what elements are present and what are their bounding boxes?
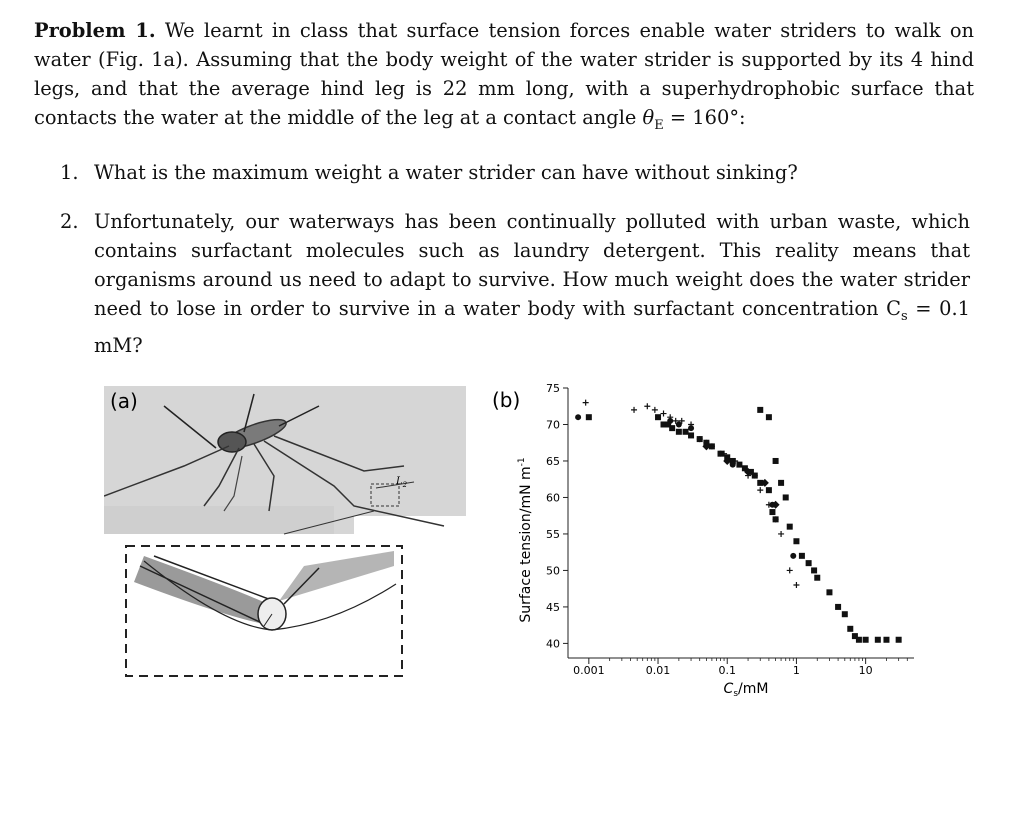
data-point-square bbox=[847, 626, 853, 632]
data-point-plus bbox=[631, 407, 637, 413]
problem-intro: We learnt in class that surface tension forces enable water striders to walk on water (Fig. 1a). Assuming that the body weight of the water strider is supported by its 4 hind legs, and that the average hind leg is 22 mm long, with a superhydrophobic surface that contacts the water at the middle of the leg at a contact angle bbox=[34, 19, 974, 129]
y-tick-label: 70 bbox=[546, 418, 560, 432]
data-point-square bbox=[806, 560, 812, 566]
y-tick-label: 45 bbox=[546, 600, 560, 614]
data-point-square bbox=[778, 480, 784, 486]
panel-label-b: (b) bbox=[492, 388, 521, 412]
data-point-square bbox=[683, 429, 689, 435]
data-point-square bbox=[787, 524, 793, 530]
concentration-subscript: s bbox=[900, 308, 908, 324]
data-point-square bbox=[799, 553, 805, 559]
data-point-square bbox=[875, 637, 881, 643]
y-tick-label: 55 bbox=[546, 527, 560, 541]
data-point-plus bbox=[778, 531, 784, 537]
data-point-circle bbox=[752, 473, 758, 479]
panel-label-a: (a) bbox=[110, 389, 138, 413]
data-point-circle bbox=[676, 421, 682, 427]
data-point-square bbox=[773, 458, 779, 464]
data-point-square bbox=[655, 414, 661, 420]
data-point-square bbox=[826, 589, 832, 595]
data-point-square bbox=[688, 432, 694, 438]
data-point-plus bbox=[787, 567, 793, 573]
figure-b-chart bbox=[484, 380, 924, 704]
data-point-plus bbox=[583, 400, 589, 406]
data-point-square bbox=[669, 425, 675, 431]
problem-heading: Problem 1. bbox=[34, 19, 156, 42]
data-point-square bbox=[842, 611, 848, 617]
x-tick-label: 0.001 bbox=[573, 664, 605, 677]
data-point-square bbox=[783, 494, 789, 500]
chart-marks bbox=[575, 400, 902, 643]
question-list bbox=[60, 158, 970, 360]
data-point-square bbox=[736, 462, 742, 468]
data-point-square bbox=[769, 509, 775, 515]
figure-a-illustration bbox=[104, 386, 466, 686]
x-axis-label: $C_s/mM$ bbox=[723, 681, 769, 699]
chart-axes bbox=[546, 382, 914, 677]
data-point-square bbox=[757, 407, 763, 413]
data-point-square bbox=[856, 637, 862, 643]
data-point-square bbox=[896, 637, 902, 643]
y-tick-label: 60 bbox=[546, 491, 560, 505]
question-text: Unfortunately, our waterways has been continually polluted with urban waste, which contains surfactant molecules such as laundry detergent. This reality means that organisms around us need to adapt to survive. How much weight does the water strider need to lose in order to survive in a water body with surfactant concentration bbox=[94, 210, 970, 320]
y-tick-label: 40 bbox=[546, 637, 560, 651]
data-point-square bbox=[814, 575, 820, 581]
x-tick-label: 1 bbox=[792, 664, 800, 677]
theta-subscript: E bbox=[654, 117, 664, 133]
x-tick-label: 0.1 bbox=[718, 664, 736, 677]
problem-statement bbox=[34, 16, 974, 140]
y-tick-label: 75 bbox=[546, 382, 560, 395]
data-point-square bbox=[766, 414, 772, 420]
question-item bbox=[60, 158, 970, 187]
x-tick-label: 10 bbox=[858, 664, 873, 677]
y-tick-label: 50 bbox=[546, 564, 560, 578]
data-point-square bbox=[586, 414, 592, 420]
data-point-circle bbox=[575, 414, 581, 420]
data-point-square bbox=[766, 487, 772, 493]
data-point-square bbox=[863, 637, 869, 643]
data-point-plus bbox=[661, 411, 667, 417]
concentration-variable: C bbox=[886, 297, 901, 320]
x-tick-label: 0.01 bbox=[645, 664, 671, 677]
y-tick-label: 65 bbox=[546, 454, 560, 468]
data-point-square bbox=[676, 429, 682, 435]
data-point-circle bbox=[790, 553, 796, 559]
leg-label: $L_2$ bbox=[396, 476, 408, 489]
concentration-value: = 0.1 mM? bbox=[94, 297, 970, 357]
data-point-square bbox=[793, 538, 799, 544]
question-number: 2. bbox=[60, 210, 79, 233]
data-point-square bbox=[811, 567, 817, 573]
data-point-plus bbox=[793, 582, 799, 588]
data-point-square bbox=[835, 604, 841, 610]
data-point-plus bbox=[757, 487, 763, 493]
question-text: What is the maximum weight a water strider can have without sinking? bbox=[94, 161, 798, 184]
data-point-plus bbox=[652, 407, 658, 413]
theta-symbol: θ bbox=[642, 106, 655, 129]
question-number: 1. bbox=[60, 161, 79, 184]
y-axis-label: Surface tension/mN $m^{-1}$ bbox=[517, 457, 534, 623]
data-point-plus bbox=[644, 403, 650, 409]
theta-value: = 160°: bbox=[663, 106, 746, 129]
data-point-square bbox=[883, 637, 889, 643]
question-item bbox=[60, 207, 970, 360]
